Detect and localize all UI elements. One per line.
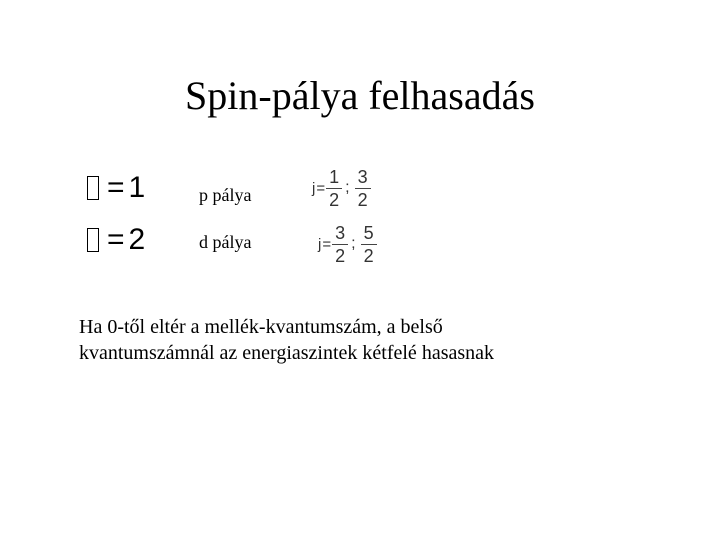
- j-fraction: [361, 222, 377, 267]
- missing-glyph-icon: [87, 228, 99, 252]
- j-equals: =: [322, 235, 332, 253]
- j-expression-2: [318, 218, 377, 270]
- fraction-numerator: 3: [357, 166, 368, 187]
- j-fraction: [326, 166, 342, 211]
- missing-glyph-icon: [87, 176, 99, 200]
- quantum-number-equation-1: [87, 168, 145, 208]
- fraction-numerator: 5: [363, 222, 374, 243]
- j-fraction: [332, 222, 348, 267]
- explanation-line: Ha 0-től eltér a mellék-kvantumszám, a belső: [79, 316, 443, 338]
- quantum-number-equation-2: [87, 220, 145, 260]
- j-separator: ;: [351, 235, 356, 252]
- fraction-numerator: 1: [329, 166, 340, 187]
- j-symbol: j: [312, 179, 316, 197]
- j-symbol: j: [318, 235, 322, 253]
- equals-sign: =: [107, 171, 125, 204]
- quantum-number-value: 1: [128, 171, 146, 204]
- fraction-denominator: 2: [357, 189, 368, 210]
- j-expression-1: [312, 162, 371, 214]
- orbital-label-d: d pálya: [199, 232, 252, 252]
- j-equals: =: [316, 179, 326, 197]
- explanation-text: [79, 314, 639, 366]
- j-separator: ;: [345, 179, 350, 196]
- slide-title: Spin-pálya felhasadás: [185, 73, 535, 118]
- quantum-number-value: 2: [128, 223, 146, 256]
- j-fraction: [355, 166, 371, 211]
- equals-sign: =: [107, 223, 125, 256]
- explanation-line: kvantumszámnál az energiaszintek kétfelé hasasnak: [79, 342, 495, 364]
- fraction-denominator: 2: [335, 245, 346, 266]
- fraction-denominator: 2: [329, 189, 340, 210]
- orbital-label-p: p pálya: [199, 185, 252, 205]
- fraction-numerator: 3: [335, 222, 346, 243]
- fraction-denominator: 2: [363, 245, 374, 266]
